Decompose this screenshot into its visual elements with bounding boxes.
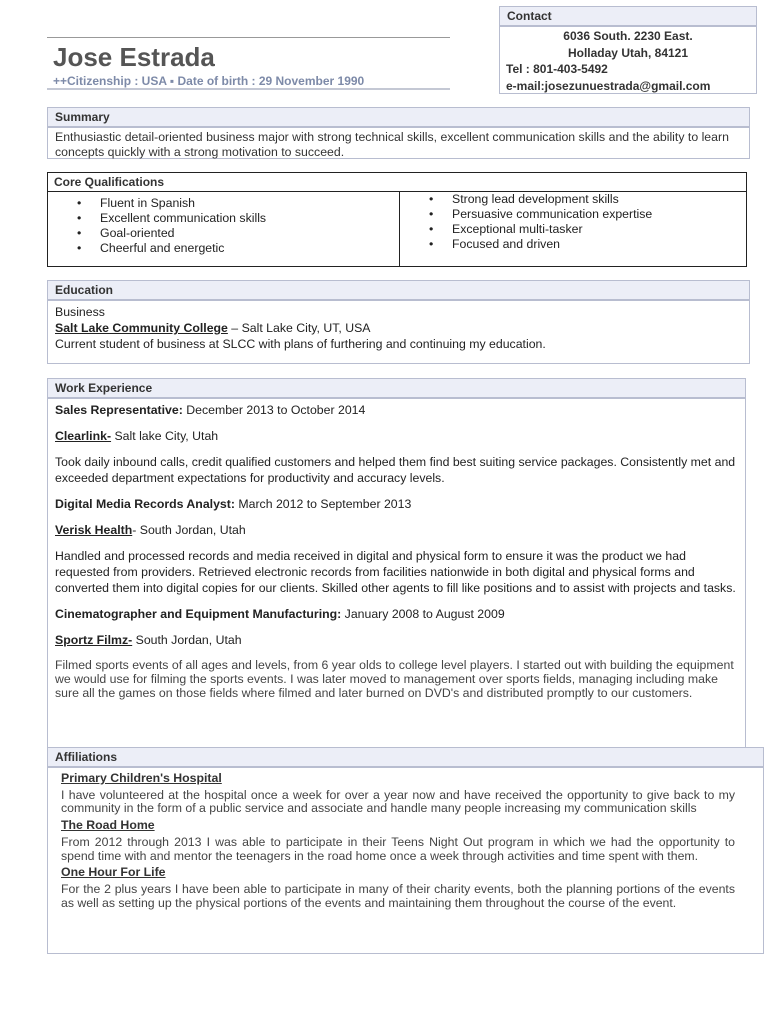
affiliation-text: I have volunteered at the hospital once a week for over a year now and have received the opportunity to give back to my community in the form of a public service and associate and handle many people increasing my communication skills <box>61 787 735 816</box>
summary-text: Enthusiastic detail-oriented business major with strong technical skills, excellent communication skills and the ability to learn concepts quickly with a strong motivation to succeed. <box>55 130 729 159</box>
education-school: Salt Lake Community College <box>55 321 228 335</box>
qualification-item: • Exceptional multi-tasker <box>400 222 746 237</box>
qualification-item: • Excellent communication skills <box>48 211 399 226</box>
affiliations-section <box>47 747 764 954</box>
contact-address-line2: Holladay Utah, 84121 <box>567 45 689 60</box>
qualifications-title: Core Qualifications <box>48 173 746 192</box>
contact-title: Contact <box>500 7 756 27</box>
qualifications-right-list <box>400 192 746 266</box>
job-company: Verisk Health <box>55 523 133 537</box>
affiliation-name: One Hour For Life <box>61 865 166 880</box>
work-section <box>47 378 746 748</box>
job-dates: January 2008 to August 2009 <box>341 607 505 621</box>
education-title: Education <box>48 281 749 301</box>
job-company: Sportz Filmz- <box>55 633 133 647</box>
header-rule-top <box>47 37 450 38</box>
candidate-subtitle: ++Citizenship : USA ▪ Date of birth : 29 November 1990 <box>53 74 365 88</box>
education-text: Current student of business at SLCC with plans of furthering and continuing my education. <box>55 337 546 351</box>
qualifications-section <box>47 172 747 267</box>
summary-title: Summary <box>48 108 749 128</box>
job-role: Cinematographer and Equipment Manufacturing: <box>55 607 342 621</box>
affiliation-name: Primary Children's Hospital <box>61 771 222 785</box>
education-section <box>47 280 750 364</box>
job-location: - South Jordan, Utah <box>132 523 246 537</box>
job-description: Filmed sports events of all ages and levels, from 6 year olds to college level players. I started out with building the equipment we would use for filming the sports events. I was later moved to management over sports fields, managing including make sure all the games on those fields where filmed and later burned on DVD's and distributed promptly to our customers. <box>55 658 734 700</box>
affiliations-title: Affiliations <box>48 748 763 768</box>
qualification-item: • Goal-oriented <box>48 226 399 241</box>
work-title: Work Experience <box>48 379 745 399</box>
job-company: Clearlink- <box>55 429 112 443</box>
qualification-item: • Persuasive communication expertise <box>400 207 746 222</box>
contact-address-line1: 6036 South. 2230 East. <box>563 29 693 43</box>
qualification-item: • Focused and driven <box>400 237 746 252</box>
qualification-item: • Cheerful and energetic <box>48 241 399 256</box>
qualification-item: • Strong lead development skills <box>400 192 746 207</box>
affiliation-text: For the 2 plus years I have been able to participate in many of their charity events, both the planning portions of the events as well as setting up the physical portions of the events and maintaining them throughout the course of the event. <box>61 881 735 910</box>
contact-box <box>499 6 757 94</box>
job-location: Salt lake City, Utah <box>111 429 219 443</box>
qualifications-left-list <box>48 192 400 266</box>
qualification-item: • Fluent in Spanish <box>48 196 399 211</box>
job-dates: December 2013 to October 2014 <box>182 403 366 417</box>
contact-phone: Tel : 801-403-5492 <box>506 62 608 76</box>
summary-section <box>47 107 750 159</box>
job-location: South Jordan, Utah <box>132 633 242 647</box>
affiliation-name: The Road Home <box>61 818 155 833</box>
job-role: Sales Representative: <box>55 403 183 417</box>
job-description: Took daily inbound calls, credit qualified customers and helped them find best suiting service packages. Consistently met and exceeded department expectations for productivity and accuracy levels. <box>55 455 736 485</box>
candidate-name: Jose Estrada <box>53 42 215 72</box>
job-dates: March 2012 to September 2013 <box>234 497 412 511</box>
affiliation-text: From 2012 through 2013 I was able to participate in their Teens Night Out program in which we had the opportunity to spend time with and mentor the teenagers in the road home once a week through activities and time spent with them. <box>61 834 735 863</box>
header-rule-bottom <box>47 88 450 90</box>
contact-email: e-mail:josezunuestrada@gmail.com <box>506 78 711 93</box>
education-field: Business <box>55 305 105 319</box>
education-location: – Salt Lake City, UT, USA <box>227 321 371 335</box>
job-description: Handled and processed records and media received in digital and physical form to ensure it was the product we had requested from providers. Retrieved electronic records from facilities nationwide in both digital and physical forms and converted them into digital copies for our clients. Skilled other agents to fill like positions and to assist with projects and tasks. <box>55 549 736 595</box>
job-role: Digital Media Records Analyst: <box>55 497 235 511</box>
